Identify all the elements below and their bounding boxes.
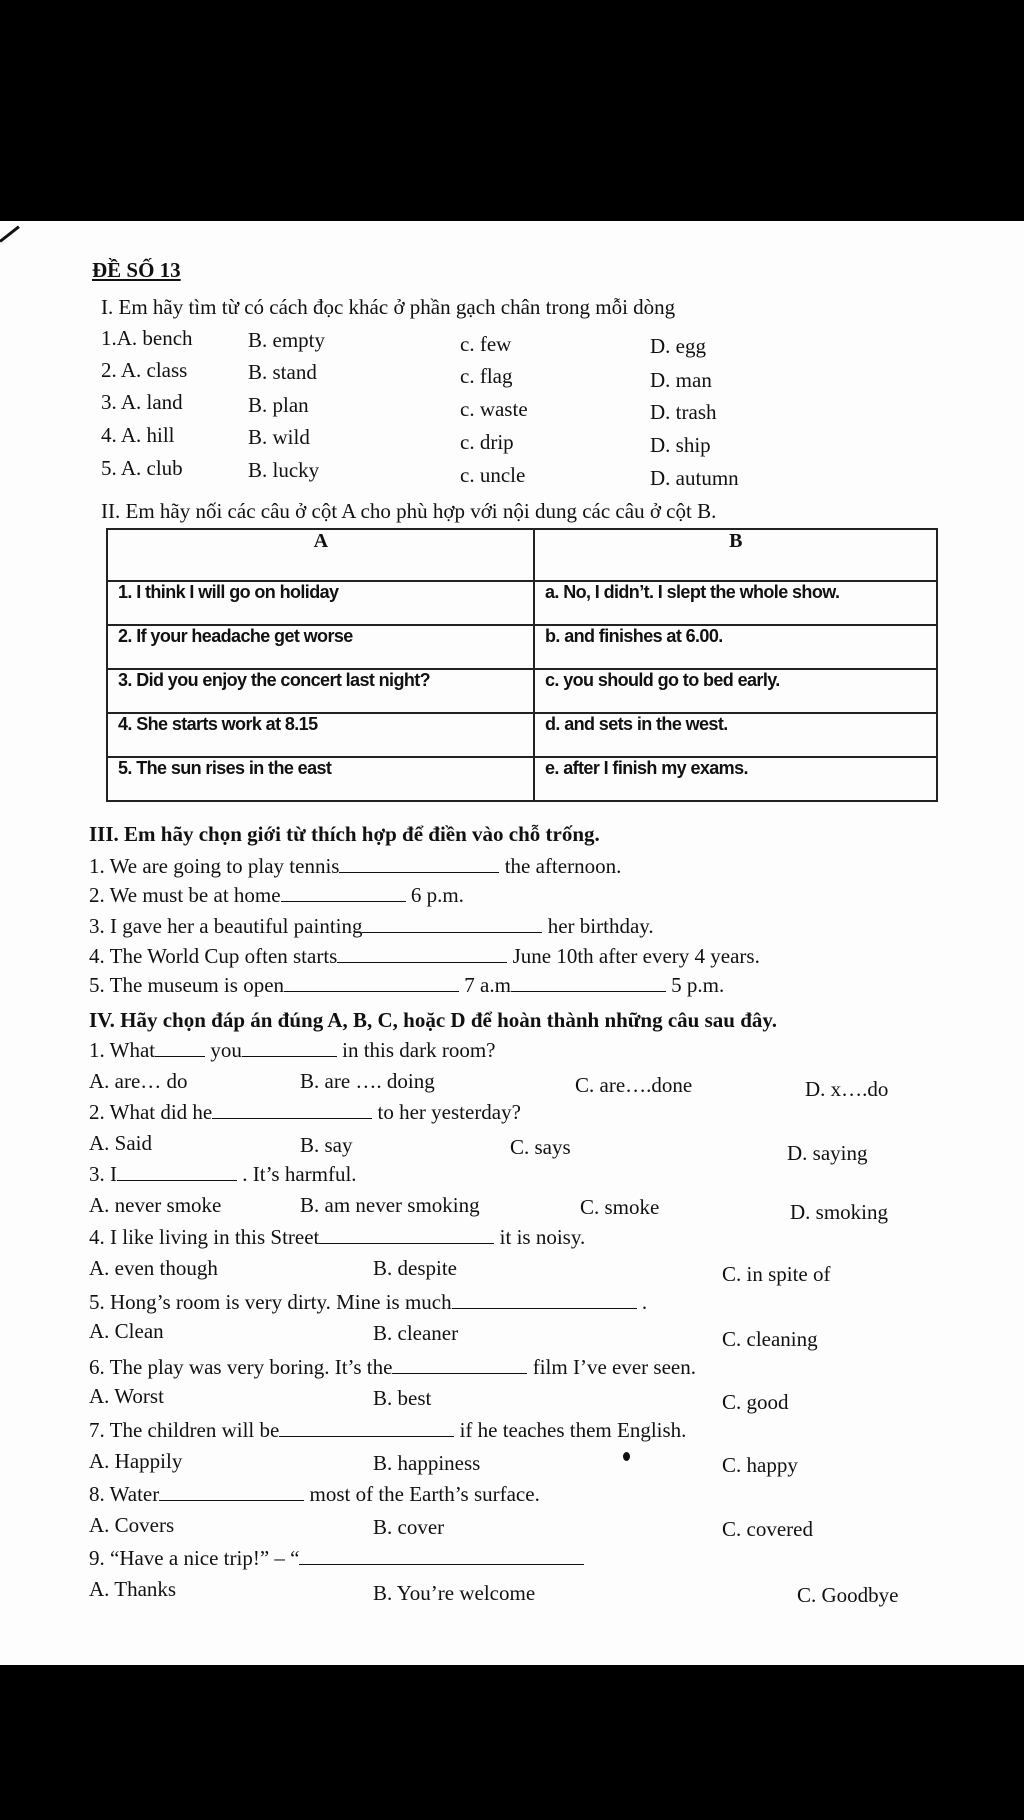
table-row [107,581,937,625]
question-text: the afternoon. [504,854,622,878]
choice-a[interactable]: A. Covers [89,1513,175,1537]
question-text: it is noisy. [499,1225,586,1249]
choice-c[interactable]: C. in spite of [722,1262,831,1286]
answer-blank[interactable] [299,1550,584,1565]
question [89,1100,521,1124]
question-text: her birthday. [547,914,654,938]
answer-blank[interactable] [339,858,499,873]
choice-b[interactable]: B. cover [373,1515,445,1539]
answer-blank[interactable] [392,1359,527,1374]
question [89,944,760,968]
choice-b[interactable]: B. say [300,1133,353,1157]
question [89,854,621,878]
question [89,1290,647,1314]
table-row [107,713,937,757]
choice-c[interactable]: C. are….done [575,1073,693,1097]
question [89,1546,584,1570]
choice-d[interactable]: D. smoking [790,1200,889,1224]
choice-a[interactable]: A. Clean [89,1319,164,1343]
question-text: . It’s harmful. [242,1162,357,1186]
question [89,973,724,997]
choice-a[interactable]: A. Happily [89,1449,183,1473]
answer-blank[interactable] [319,1229,494,1244]
choice-a[interactable]: A. are… do [89,1069,188,1093]
table-row [107,669,937,713]
question [89,1038,496,1062]
option-d: D. ship [650,433,711,457]
question [89,1225,585,1249]
choice-b[interactable]: B. are …. doing [300,1069,435,1093]
option-a: 5. A. club [101,456,183,480]
answer-blank[interactable] [159,1486,304,1501]
option-d: D. autumn [650,466,739,490]
question-text: most of the Earth’s surface. [309,1482,540,1506]
cell-a: 2. If your headache get worse [107,625,534,669]
choice-a[interactable]: A. Thanks [89,1577,177,1601]
question-text: 2. We must be at home [89,883,281,907]
table-row [107,757,937,801]
choice-c[interactable]: C. good [722,1390,789,1414]
answer-blank[interactable] [242,1042,337,1057]
choice-c[interactable]: C. says [510,1135,571,1159]
choice-b[interactable]: B. despite [373,1256,457,1280]
question [89,1355,696,1379]
ink-dot [623,1452,630,1461]
option-d: D. egg [650,334,706,358]
cell-b: e. after I finish my exams. [534,757,937,801]
option-c: c. waste [460,397,528,421]
choice-a[interactable]: A. Said [89,1131,152,1155]
cell-b: c. you should go to bed early. [534,669,937,713]
matching-table [106,528,938,802]
option-a: 4. A. hill [101,423,175,447]
cell-b: a. No, I didn’t. I slept the whole show. [534,581,937,625]
choice-d[interactable]: D. saying [787,1141,868,1165]
section2-heading: II. Em hãy nối các câu ở cột A cho phù hợp với nội dung các câu ở cột B. [101,499,717,523]
question-text: 1. We are going to play tennis [89,854,340,878]
choice-c[interactable]: C. Goodbye [797,1583,899,1607]
option-c: c. uncle [460,463,526,487]
cell-a: 5. The sun rises in the east [107,757,534,801]
option-d: D. trash [650,400,717,424]
exam-title: ĐỀ SỐ 13 [92,258,181,282]
cell-a: 4. She starts work at 8.15 [107,713,534,757]
question-text: film I’ve ever seen. [532,1355,696,1379]
choice-a[interactable]: A. never smoke [89,1193,222,1217]
option-b: B. lucky [248,458,320,482]
question-text: . [641,1290,648,1314]
table-row [107,625,937,669]
choice-a[interactable]: A. even though [89,1256,218,1280]
question-text: to her yesterday? [377,1100,521,1124]
choice-c[interactable]: C. smoke [580,1195,660,1219]
choice-b[interactable]: B. You’re welcome [373,1581,536,1605]
answer-blank[interactable] [511,977,666,992]
question-text: you [210,1038,242,1062]
section3-heading: III. Em hãy chọn giới từ thích hợp để điền vào chỗ trống. [89,822,600,846]
option-a: 3. A. land [101,390,183,414]
choice-c[interactable]: C. covered [722,1517,813,1541]
answer-blank[interactable] [452,1294,637,1309]
answer-blank[interactable] [362,918,542,933]
choice-b[interactable]: B. happiness [373,1451,481,1475]
column-a-header: A [107,529,534,581]
question-text: 3. I [89,1162,117,1186]
question-text: June 10th after every 4 years. [512,944,760,968]
question-text: 4. The World Cup often starts [89,944,338,968]
cell-a: 1. I think I will go on holiday [107,581,534,625]
answer-blank[interactable] [279,1422,454,1437]
option-b: B. stand [248,360,317,384]
option-b: B. wild [248,425,310,449]
choice-b[interactable]: B. cleaner [373,1321,459,1345]
cell-b: b. and finishes at 6.00. [534,625,937,669]
option-c: c. flag [460,364,513,388]
cell-b: d. and sets in the west. [534,713,937,757]
choice-c[interactable]: C. happy [722,1453,798,1477]
option-b: B. empty [248,328,325,352]
option-b: B. plan [248,393,309,417]
question-text: in this dark room? [342,1038,496,1062]
question-text: 7. The children will be [89,1418,280,1442]
question-text: 8. Water [89,1482,160,1506]
question-text: 6 p.m. [410,883,464,907]
option-d: D. man [650,368,712,392]
answer-blank[interactable] [284,977,459,992]
question-text: 7 a.m [464,973,511,997]
column-b-header: B [534,529,937,581]
question-text: 5. The museum is open [89,973,285,997]
question-text: 6. The play was very boring. It’s the [89,1355,393,1379]
answer-blank[interactable] [337,948,507,963]
answer-blank[interactable] [212,1104,372,1119]
question [89,1162,357,1186]
answer-blank[interactable] [281,887,406,902]
answer-blank[interactable] [117,1166,237,1181]
question-text: 5 p.m. [671,973,725,997]
option-c: c. drip [460,430,514,454]
option-a: 2. A. class [101,358,188,382]
cell-a: 3. Did you enjoy the concert last night? [107,669,534,713]
question-text: 1. What [89,1038,156,1062]
choice-a[interactable]: A. Worst [89,1384,164,1408]
question [89,1418,686,1442]
question-text: 5. Hong’s room is very dirty. Mine is much [89,1290,452,1314]
choice-d[interactable]: D. x….do [805,1077,889,1101]
question [89,914,654,938]
option-a: 1.A. bench [101,326,193,350]
question [89,883,464,907]
choice-b[interactable]: B. best [373,1386,432,1410]
choice-b[interactable]: B. am never smoking [300,1193,480,1217]
question-text: 2. What did he [89,1100,213,1124]
choice-c[interactable]: C. cleaning [722,1327,818,1351]
option-c: c. few [460,332,512,356]
section1-heading: I. Em hãy tìm từ có cách đọc khác ở phần gạch chân trong mỗi dòng [101,295,676,319]
question [89,1482,540,1506]
question-text: 4. I like living in this Street [89,1225,320,1249]
question-text: if he teaches them English. [459,1418,687,1442]
answer-blank[interactable] [155,1042,205,1057]
question-text: 9. “Have a nice trip!” – “ [89,1546,300,1570]
section4-heading: IV. Hãy chọn đáp án đúng A, B, C, hoặc D để hoàn thành những câu sau đây. [89,1008,777,1032]
question-text: 3. I gave her a beautiful painting [89,914,363,938]
